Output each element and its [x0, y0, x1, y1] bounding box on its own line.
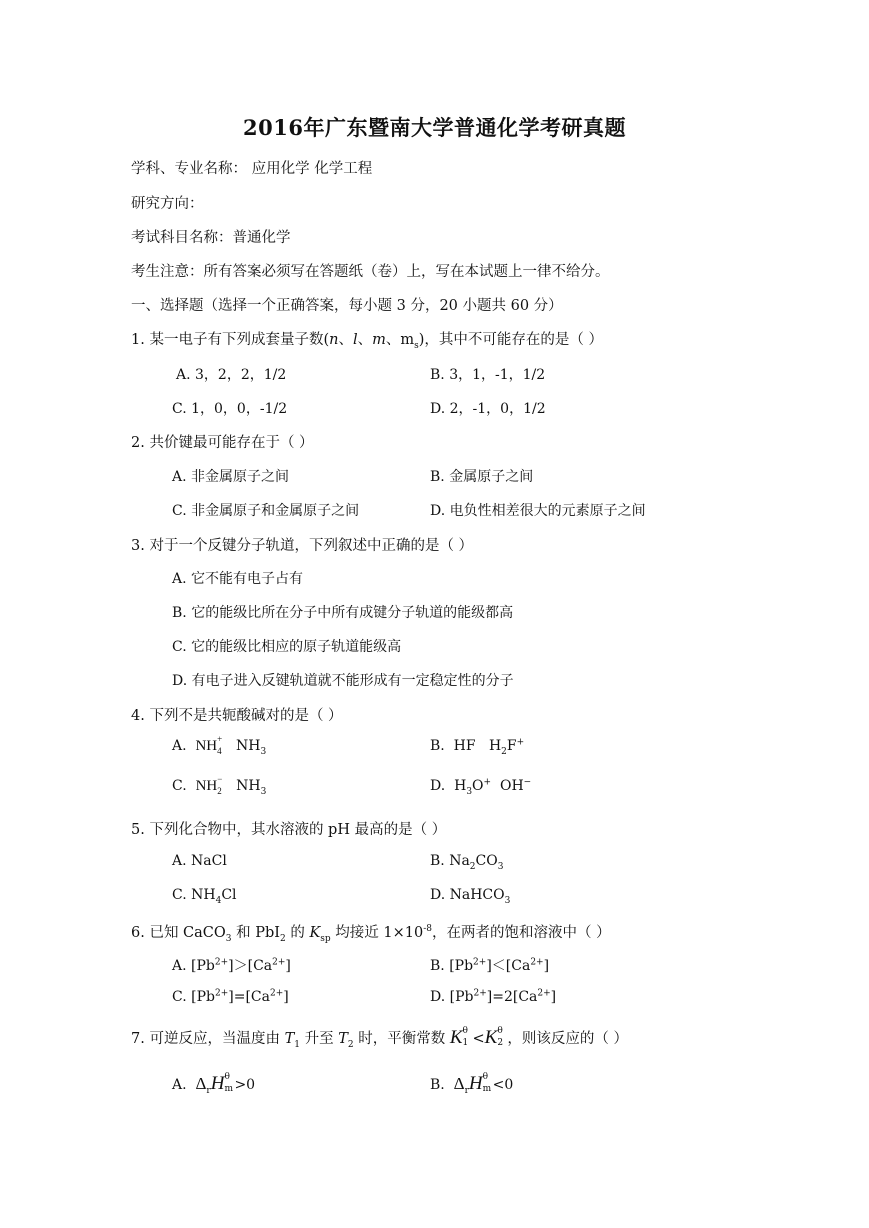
question-6-option-d: D. $[Pb^{2+}]=2[Ca^{2+}]$	[430, 988, 557, 1005]
question-6-option-b: B. $[Pb^{2+}]<[Ca^{2+}]$	[430, 957, 550, 974]
question-4-stem: 4. 下列不是共轭酸碱对的是（ ）	[131, 708, 343, 724]
question-3-stem: 3. 对于一个反键分子轨道，下列叙述中正确的是（ ）	[131, 538, 474, 554]
question-5-option-d: D. NaHCO$_3$	[430, 887, 511, 906]
question-7-option-b: B. $\Delta_rH$ θ m <0	[430, 1072, 514, 1096]
question-4-option-d: D. $H_3O^+$ OH−	[430, 777, 532, 797]
question-3-option-a: A. 它不能有电子占有	[172, 571, 304, 587]
notice-line: 考生注意：所有答案必须写在答题纸（卷）上，写在本试题上一律不给分。	[131, 264, 610, 280]
question-4-option-a: A. NH + 4 $NH_3$	[172, 733, 267, 757]
question-3-option-d: D. 有电子进入反键轨道就不能形成有一定稳定性的分子	[172, 673, 514, 689]
question-7-stem: 7. 可逆反应，当温度由 $T_1$ 升至 $T_2$ 时，平衡常数 K θ 1 <K θ 2 ，则该反应的（ ）	[131, 1026, 628, 1050]
question-3-option-b: B. 它的能级比所在分子中所有成键分子轨道的能级都高	[172, 605, 514, 621]
question-5-stem: 5. 下列化合物中，其水溶液的 pH 最高的是（ ）	[131, 822, 447, 838]
question-6-option-c: C. $[Pb^{2+}]=[Ca^{2+}]$	[172, 988, 289, 1005]
question-2-option-d: D. 电负性相差很大的元素原子之间	[430, 503, 646, 519]
question-3-option-c: C. 它的能级比相应的原子轨道能级高	[172, 639, 402, 655]
question-2-stem: 2. 共价键最可能存在于（ ）	[131, 435, 314, 451]
question-5-option-b: B. $Na_2CO_3$	[430, 853, 504, 872]
question-1-option-c: C. 1，0，0，-1/2	[172, 401, 288, 417]
question-5-option-a: A. NaCl	[172, 853, 227, 869]
question-6-option-a: A. $[Pb^{2+}]>[Ca^{2+}]$	[172, 957, 291, 974]
page-title: 2016年广东暨南大学普通化学考研真题	[243, 115, 626, 140]
question-1-option-b: B. 3，1，-1，1/2	[430, 367, 546, 383]
question-6-stem: 6. 已知 CaCO$_3$ 和 PbI$_2$ 的 $K_{sp}$ 均接近 $1\times 10^{-8}$，在两者的饱和溶液中（ ）	[131, 924, 611, 944]
question-2-option-c: C. 非金属原子和金属原子之间	[172, 503, 360, 519]
question-1-stem: 1. 某一电子有下列成套量子数(n、l、m、$m_s$)，其中不可能存在的是（ ）	[131, 332, 603, 351]
section-heading: 一、选择题（选择一个正确答案，每小题 3 分，20 小题共 60 分）	[131, 298, 563, 314]
question-7-option-a: A. $\Delta_rH$ θ m >0	[172, 1072, 256, 1096]
question-1-option-a: A. 3，2，2，1/2	[176, 367, 287, 383]
question-2-option-b: B. 金属原子之间	[430, 469, 534, 485]
direction-line: 研究方向：	[131, 196, 204, 212]
question-4-option-b: B. HF $H_2F^+$	[430, 737, 525, 757]
subject-line: 考试科目名称：普通化学	[131, 230, 291, 246]
question-2-option-a: A. 非金属原子之间	[172, 469, 290, 485]
question-1-option-d: D. 2，-1，0，1/2	[430, 401, 546, 417]
question-5-option-c: C. $NH_4Cl$	[172, 887, 237, 906]
question-4-option-c: C. NH − 2 $NH_3$	[172, 773, 267, 797]
major-line: 学科、专业名称： 应用化学 化学工程	[131, 161, 373, 177]
